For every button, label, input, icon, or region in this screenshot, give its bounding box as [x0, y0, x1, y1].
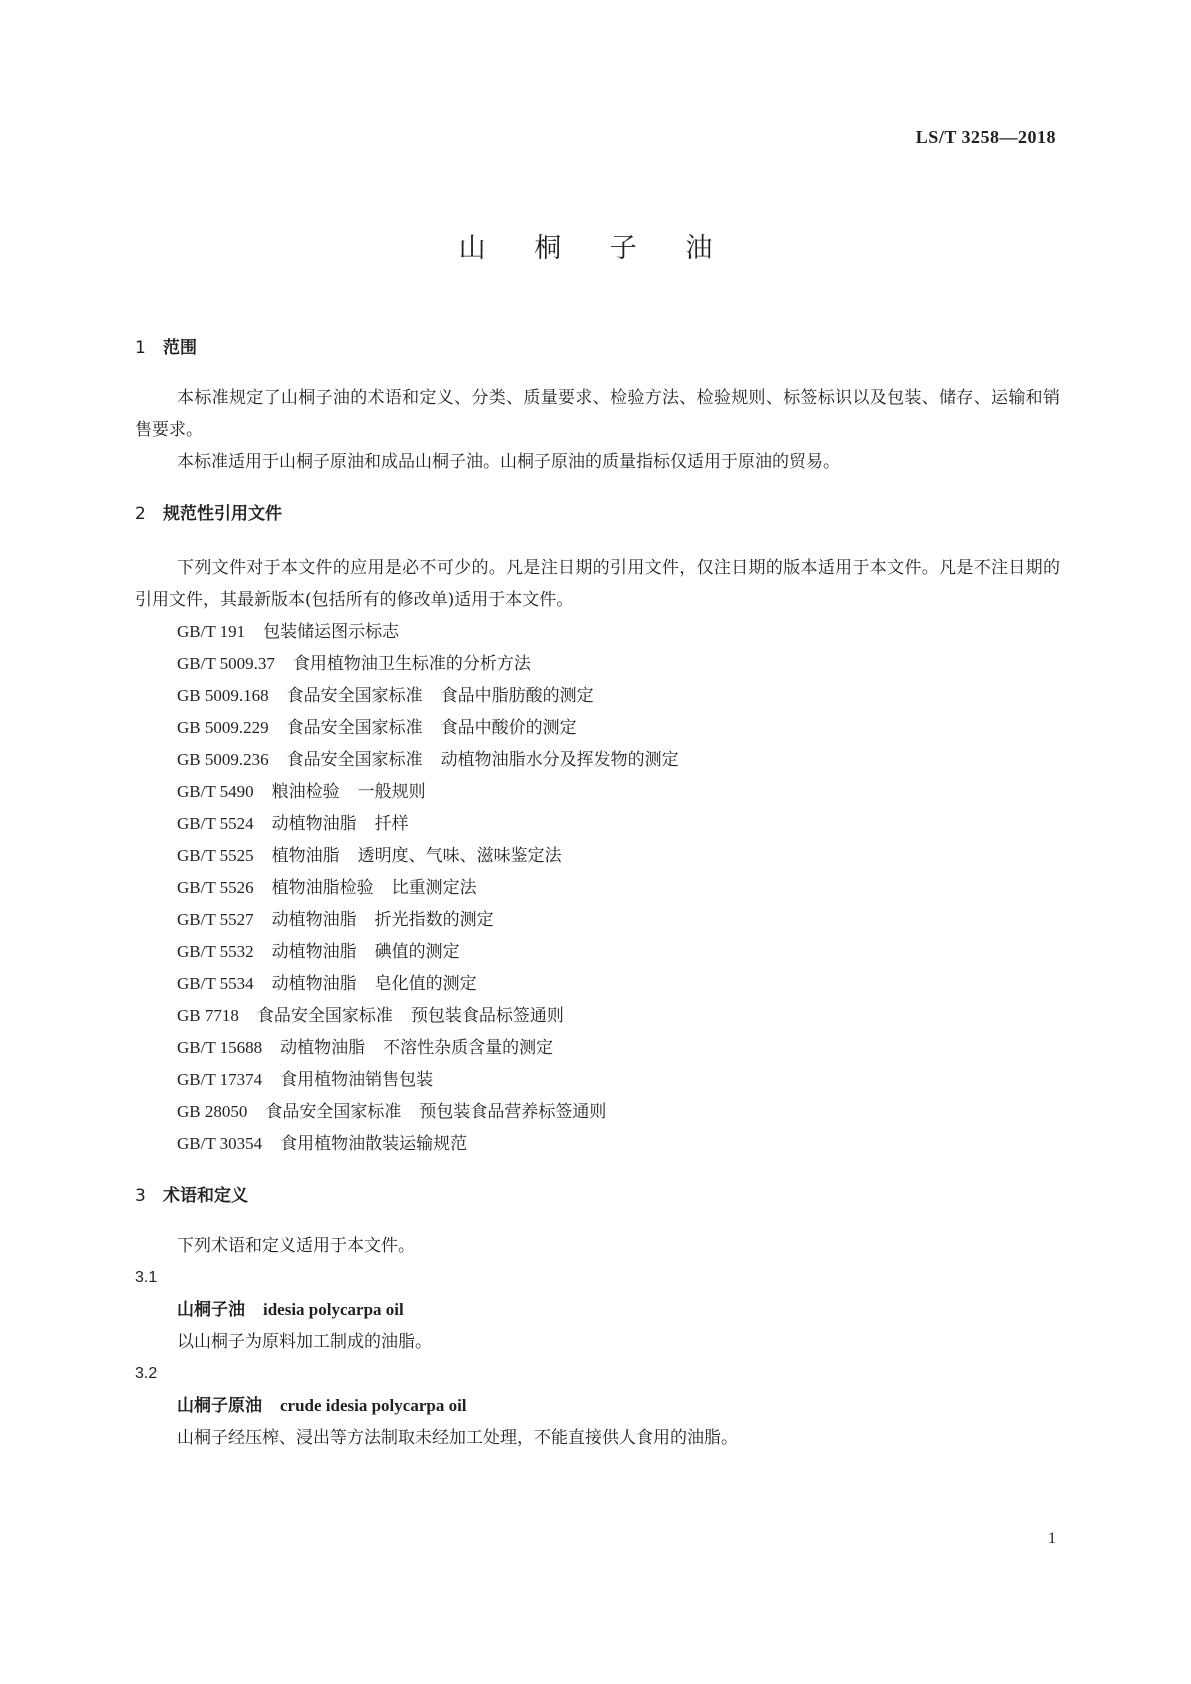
- document-body: [135, 334, 1060, 1454]
- reference-item: [135, 968, 1060, 1000]
- reference-subtitle: 折光指数的测定: [374, 910, 494, 930]
- reference-subtitle: 动植物油脂水分及挥发物的测定: [440, 750, 679, 770]
- reference-item: [135, 680, 1060, 712]
- reference-item: [135, 1096, 1060, 1128]
- reference-code: GB/T 5526: [177, 878, 254, 897]
- clause-number: 3.2: [135, 1365, 158, 1382]
- reference-title: 食品安全国家标准: [265, 1102, 402, 1122]
- reference-item: [135, 712, 1060, 744]
- reference-title: 食品安全国家标准: [286, 750, 423, 770]
- reference-item: [135, 872, 1060, 904]
- reference-subtitle: 皂化值的测定: [374, 974, 477, 994]
- reference-title: 食品安全国家标准: [286, 686, 423, 706]
- reference-item: [135, 776, 1060, 808]
- reference-item: [135, 1032, 1060, 1064]
- reference-item: [135, 648, 1060, 680]
- reference-title: 动植物油脂: [271, 942, 357, 962]
- reference-code: GB/T 191: [177, 622, 246, 641]
- reference-title: 植物油脂检验: [271, 878, 374, 898]
- reference-code: GB/T 5490: [177, 782, 254, 801]
- section-3-heading: [135, 1182, 1060, 1210]
- reference-code: GB 5009.236: [177, 750, 269, 769]
- reference-code: GB/T 17374: [177, 1070, 263, 1089]
- page-number: 1: [1048, 1530, 1056, 1547]
- section-number: 2: [135, 504, 146, 524]
- reference-code: GB/T 5525: [177, 846, 254, 865]
- reference-subtitle: 比重测定法: [391, 878, 477, 898]
- reference-code: GB/T 5534: [177, 974, 254, 993]
- reference-title: 包装储运图示标志: [263, 622, 400, 642]
- reference-code: GB/T 5527: [177, 910, 254, 929]
- scope-paragraph-2: 本标准适用于山桐子原油和成品山桐子油。山桐子原油的质量指标仅适用于原油的贸易。: [177, 452, 840, 472]
- reference-title: 食用植物油卫生标准的分析方法: [292, 654, 531, 674]
- reference-code: GB 5009.229: [177, 718, 269, 737]
- reference-title: 动植物油脂: [280, 1038, 366, 1058]
- reference-code: GB/T 5524: [177, 814, 254, 833]
- section-1-heading: [135, 334, 1060, 362]
- document-title: 山 桐 子 油: [458, 233, 733, 264]
- reference-list: [135, 616, 1060, 1160]
- section-2-heading: [135, 500, 1060, 528]
- term-definition: 以山桐子为原料加工制成的油脂。: [177, 1332, 432, 1352]
- reference-code: GB 5009.168: [177, 686, 269, 705]
- reference-subtitle: 食品中脂肪酸的测定: [440, 686, 594, 706]
- reference-title: 动植物油脂: [271, 910, 357, 930]
- reference-subtitle: 一般规则: [357, 782, 426, 802]
- reference-subtitle: 透明度、气味、滋味鉴定法: [357, 846, 562, 866]
- reference-title: 动植物油脂: [271, 814, 357, 834]
- reference-subtitle: 预包装食品标签通则: [410, 1006, 564, 1026]
- reference-item: [135, 840, 1060, 872]
- section-number: 1: [135, 338, 146, 358]
- reference-code: GB 28050: [177, 1102, 248, 1121]
- reference-code: GB/T 15688: [177, 1038, 263, 1057]
- section-title: 范围: [163, 338, 197, 358]
- section-number: 3: [135, 1186, 146, 1206]
- reference-item: [135, 808, 1060, 840]
- standard-code: LS/T 3258—2018: [915, 127, 1056, 147]
- section-title: 术语和定义: [163, 1186, 248, 1206]
- reference-title: 粮油检验: [271, 782, 340, 802]
- clause-number: 3.1: [135, 1269, 158, 1286]
- term-chinese: 山桐子原油: [177, 1396, 262, 1416]
- terms-intro: 下列术语和定义适用于本文件。: [177, 1236, 415, 1256]
- reference-item: [135, 1128, 1060, 1160]
- reference-title: 食用植物油散装运输规范: [280, 1134, 468, 1154]
- reference-item: [135, 1064, 1060, 1096]
- reference-item: [135, 744, 1060, 776]
- reference-subtitle: 不溶性杂质含量的测定: [383, 1038, 554, 1058]
- reference-subtitle: 碘值的测定: [374, 942, 460, 962]
- term-english: idesia polycarpa oil: [263, 1300, 404, 1319]
- section-title: 规范性引用文件: [163, 504, 282, 524]
- reference-title: 食品安全国家标准: [286, 718, 423, 738]
- term-entry: [135, 1390, 1060, 1422]
- references-intro: 下列文件对于本文件的应用是必不可少的。凡是注日期的引用文件，仅注日期的版本适用于本文件。凡是不注日期的引用文件，其最新版本(包括所有的修改单)适用于本文件。: [135, 558, 1060, 610]
- reference-title: 食用植物油销售包装: [280, 1070, 434, 1090]
- reference-item: [135, 1000, 1060, 1032]
- scope-paragraph-1: 本标准规定了山桐子油的术语和定义、分类、质量要求、检验方法、检验规则、标签标识以及包装、储存、运输和销售要求。: [135, 388, 1060, 440]
- term-definition: 山桐子经压榨、浸出等方法制取未经加工处理，不能直接供人食用的油脂。: [177, 1428, 738, 1448]
- reference-subtitle: 预包装食品营养标签通则: [419, 1102, 607, 1122]
- reference-title: 植物油脂: [271, 846, 340, 866]
- reference-item: [135, 616, 1060, 648]
- reference-item: [135, 904, 1060, 936]
- reference-code: GB/T 5532: [177, 942, 254, 961]
- term-english: crude idesia polycarpa oil: [280, 1396, 467, 1415]
- reference-code: GB/T 30354: [177, 1134, 263, 1153]
- reference-code: GB/T 5009.37: [177, 654, 275, 673]
- reference-code: GB 7718: [177, 1006, 239, 1025]
- reference-subtitle: 扦样: [374, 814, 409, 834]
- term-entry: [135, 1294, 1060, 1326]
- reference-item: [135, 936, 1060, 968]
- reference-title: 动植物油脂: [271, 974, 357, 994]
- term-chinese: 山桐子油: [177, 1300, 245, 1320]
- reference-subtitle: 食品中酸价的测定: [440, 718, 577, 738]
- reference-title: 食品安全国家标准: [256, 1006, 393, 1026]
